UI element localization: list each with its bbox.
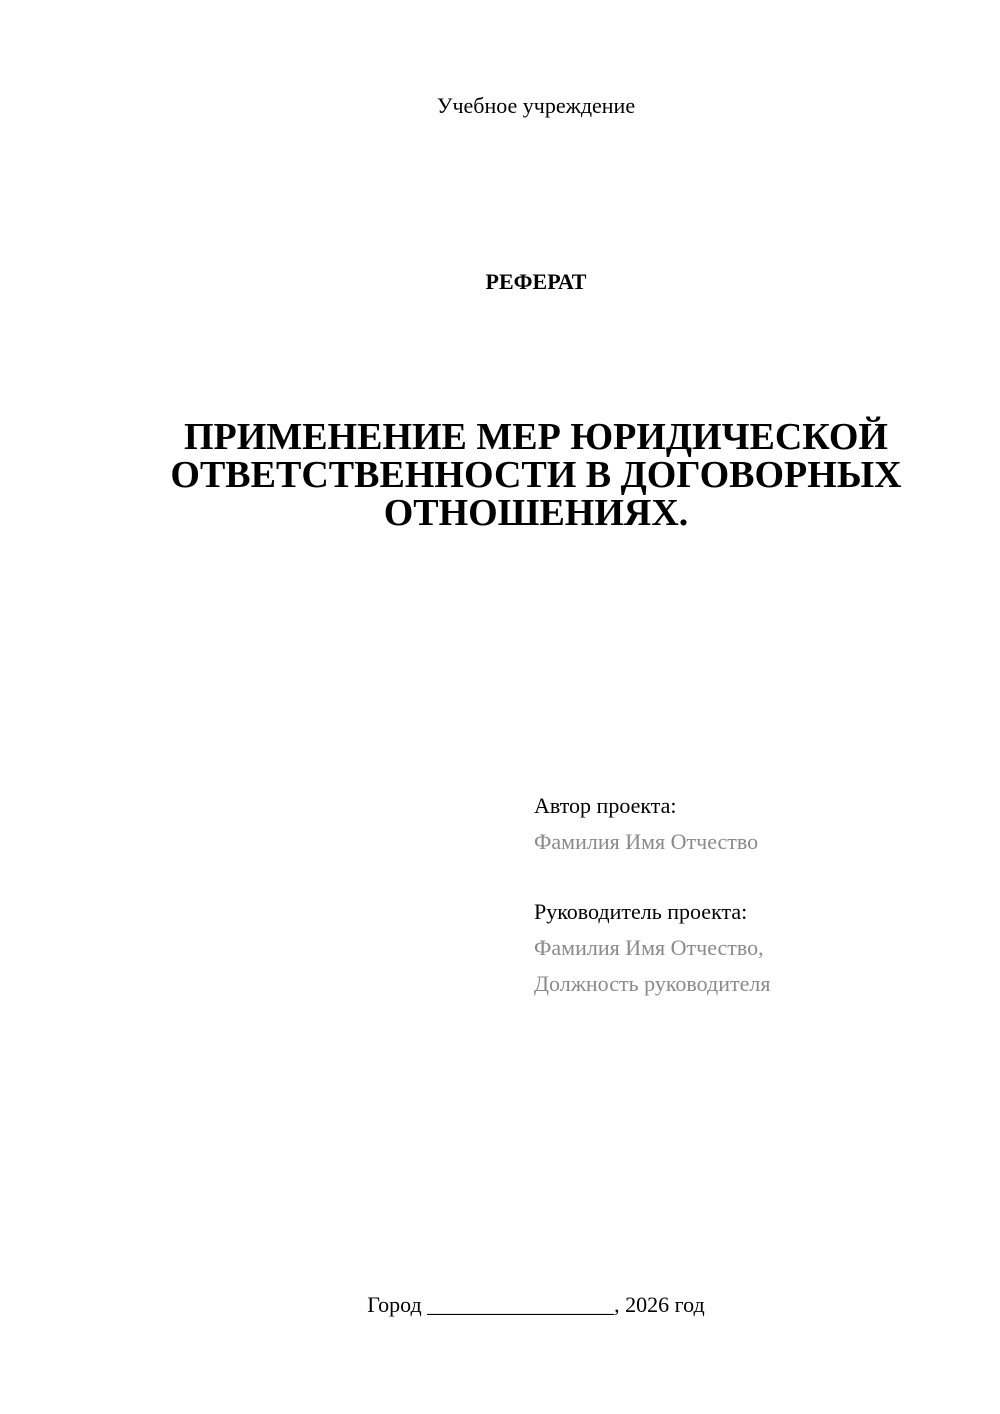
spacer (534, 860, 974, 894)
institution-name: Учебное учреждение (436, 93, 636, 118)
title-line-1: ПРИМЕНЕНИЕ МЕР ЮРИДИЧЕСКОЙ (184, 416, 888, 458)
signature-block (534, 788, 974, 1002)
author-label: Автор проекта: (534, 793, 677, 818)
author-name: Фамилия Имя Отчество (534, 829, 759, 854)
title-line-3: ОТНОШЕНИЯХ. (383, 492, 689, 534)
supervisor-position: Должность руководителя (534, 971, 771, 996)
city-year-line: Город _________________, 2026 год (367, 1292, 705, 1317)
supervisor-name: Фамилия Имя Отчество, (534, 935, 764, 960)
title-line-2: ОТВЕТСТВЕННОСТИ В ДОГОВОРНЫХ (170, 454, 902, 496)
document-title (150, 418, 922, 532)
document-type: РЕФЕРАТ (485, 269, 587, 294)
supervisor-label: Руководитель проекта: (534, 899, 748, 924)
